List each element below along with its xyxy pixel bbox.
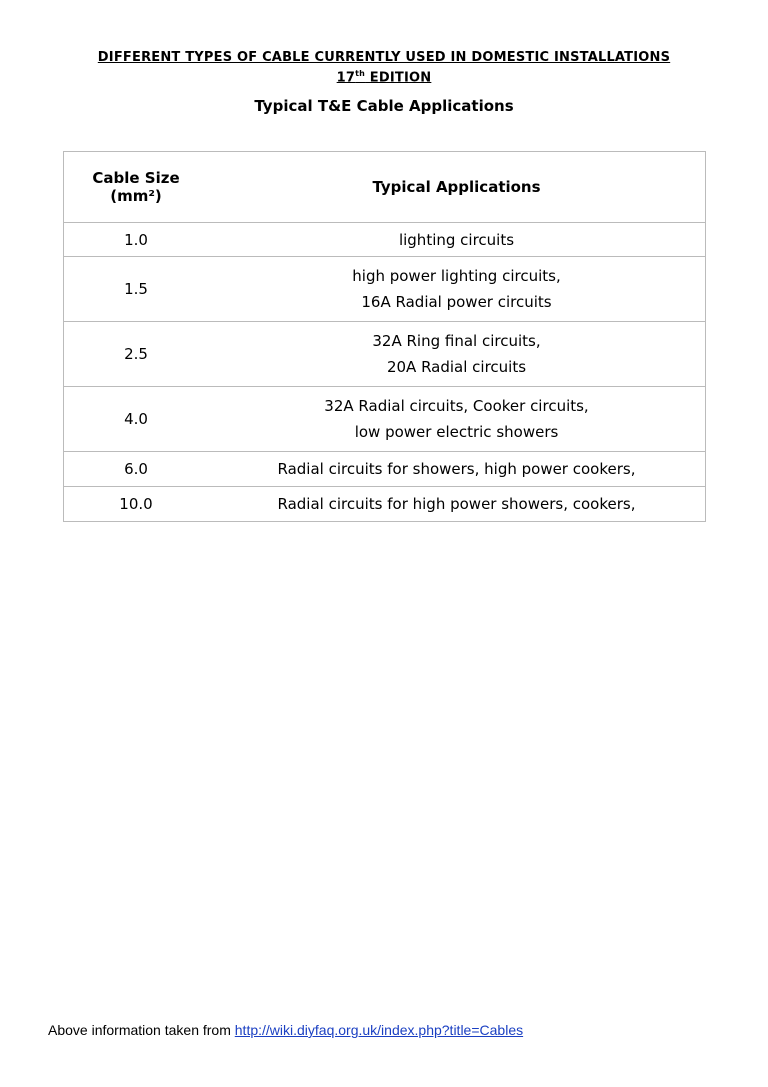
table-header-row	[64, 152, 706, 223]
table-row	[64, 387, 706, 452]
cable-table	[63, 151, 706, 522]
document-title: DIFFERENT TYPES OF CABLE CURRENTLY USED IN DOMESTIC INSTALLATIONS	[97, 50, 671, 65]
cable-size-cell: 1.5	[64, 257, 209, 322]
table-row	[64, 322, 706, 387]
table-row	[64, 223, 706, 257]
edition-suffix: th	[355, 69, 366, 78]
table-row	[64, 452, 706, 487]
source-link[interactable]: http://wiki.diyfaq.org.uk/index.php?title=Cables	[234, 1022, 524, 1038]
cable-size-cell: 2.5	[64, 322, 209, 387]
source-footer	[48, 1022, 523, 1038]
edition-number: 17	[336, 70, 356, 86]
cable-size-cell: 1.0	[64, 223, 209, 257]
table-row	[64, 257, 706, 322]
application-cell: high power lighting circuits, 16A Radial power circuits	[208, 257, 706, 322]
application-cell: Radial circuits for high power showers, cookers,	[208, 487, 706, 522]
application-cell: Radial circuits for showers, high power cookers,	[208, 452, 706, 487]
application-cell: lighting circuits	[208, 223, 706, 257]
cable-size-cell: 6.0	[64, 452, 209, 487]
applications-header: Typical Applications	[208, 152, 706, 223]
edition-word: EDITION	[365, 70, 432, 86]
cable-size-header: Cable Size (mm²)	[64, 152, 209, 223]
footer-text: Above information taken from	[48, 1022, 235, 1038]
application-cell: 32A Ring final circuits, 20A Radial circuits	[208, 322, 706, 387]
table-subtitle: Typical T&E Cable Applications	[254, 97, 514, 115]
edition-line	[0, 69, 768, 85]
application-cell: 32A Radial circuits, Cooker circuits, low power electric showers	[208, 387, 706, 452]
cable-size-cell: 10.0	[64, 487, 209, 522]
cable-size-cell: 4.0	[64, 387, 209, 452]
table-row	[64, 487, 706, 522]
